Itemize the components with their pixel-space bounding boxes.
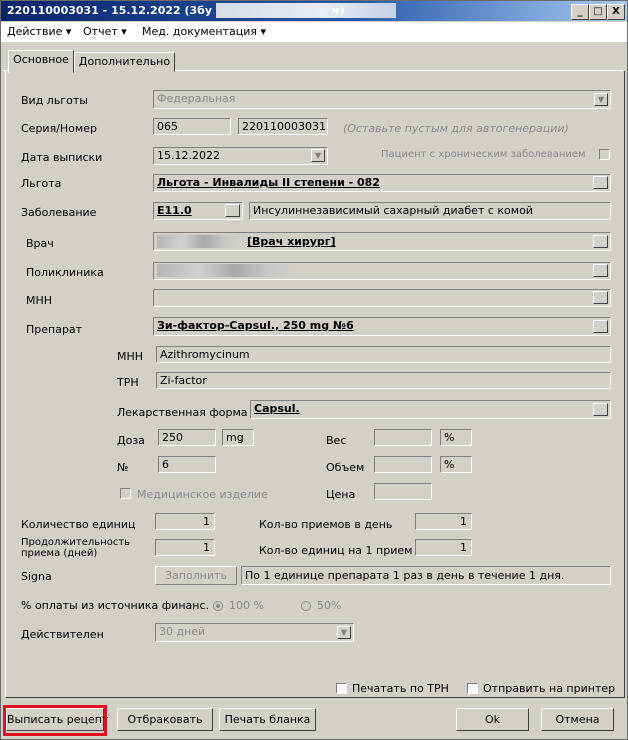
radio-100-percent[interactable]: [213, 601, 223, 611]
redacted-title-part: [216, 3, 396, 18]
label-poliklinika: Поликлиника: [26, 266, 104, 279]
radio-50-percent[interactable]: [301, 601, 311, 611]
zapolnit-button[interactable]: Заполнить: [155, 566, 237, 585]
preparat-field[interactable]: Зи-фактор-Capsul., 250 mg №6: [153, 317, 611, 336]
preparat-select-button[interactable]: [593, 320, 608, 333]
ves-unit: %: [440, 429, 472, 446]
kol-priem-input[interactable]: 1: [415, 513, 472, 530]
label-vrach: Врач: [26, 237, 54, 250]
chronic-checkbox[interactable]: [599, 149, 610, 160]
label-zabolevanie: Заболевание: [21, 206, 97, 219]
autogenerate-hint: (Оставьте пустым для автогенерации): [343, 122, 569, 135]
nomer-input[interactable]: 220110003031: [238, 118, 328, 135]
close-button[interactable]: X: [607, 4, 625, 20]
label-num: №: [117, 461, 129, 474]
lek-forma-field[interactable]: Capsul.: [250, 400, 611, 419]
cena-input[interactable]: [374, 483, 432, 500]
diagnosis-name-field: Инсулиннезависимый сахарный диабет с комой: [249, 202, 611, 220]
vrach-role: [Врач хирург]: [247, 235, 336, 248]
label-kol-priem: Кол-во приемов в день: [259, 518, 393, 531]
highlight-frame: [3, 705, 107, 736]
label-vid-lgoty: Вид льготы: [21, 94, 88, 107]
vypisat-recept-button[interactable]: Выписать рецепт: [6, 708, 104, 731]
ok-button[interactable]: Ok: [456, 708, 529, 731]
pechat-blanka-button[interactable]: Печать бланка: [219, 708, 316, 731]
label-trn: ТРН: [117, 376, 139, 389]
vid-lgoty-dropdown-icon[interactable]: ▼: [594, 93, 608, 106]
kol-ed-priem-input[interactable]: 1: [415, 539, 472, 556]
label-kol-ed: Количество единиц: [21, 518, 136, 531]
seriya-input[interactable]: 065: [153, 118, 231, 135]
label-cena: Цена: [326, 488, 356, 501]
menu-med-documentation[interactable]: Мед. документация ▾: [142, 25, 267, 38]
ves-input[interactable]: [374, 429, 432, 446]
trn-value: Zi-factor: [156, 372, 611, 389]
label-signa: Signa: [21, 570, 52, 583]
num-input[interactable]: 6: [158, 456, 216, 473]
prodolzhitelnost-input[interactable]: 1: [155, 539, 215, 556]
label-oplata: % оплаты из источника финанс.: [21, 599, 210, 612]
label-mnn: МНН: [26, 294, 53, 307]
title-bar[interactable]: [1, 1, 627, 21]
label-mnn-detail: МНН: [117, 350, 144, 363]
menu-bar: [1, 22, 627, 42]
otbrakovat-button[interactable]: Отбраковать: [117, 708, 213, 731]
redacted-clinic-name: [157, 264, 297, 277]
med-izdelie-label: Медицинское изделие: [137, 488, 268, 501]
obem-input[interactable]: [374, 456, 432, 473]
label-ves: Вес: [326, 434, 347, 447]
mnn-select-button[interactable]: [593, 291, 608, 304]
label-kol-ed-priem: Кол-во единиц на 1 прием: [259, 544, 413, 557]
radio-50-label: 50%: [317, 599, 342, 612]
kol-ed-input[interactable]: 1: [155, 513, 215, 530]
poliklinika-select-button[interactable]: [593, 264, 608, 277]
diagnosis-code-field[interactable]: E11.0: [153, 202, 243, 220]
label-prodolzhitelnost: Продолжительность приема (дней): [21, 537, 131, 559]
maximize-button[interactable]: □: [589, 4, 607, 20]
diagnosis-select-button[interactable]: [225, 204, 240, 217]
minimize-button[interactable]: _: [571, 4, 589, 20]
label-lek-forma: Лекарственная форма: [117, 406, 248, 419]
lgota-field[interactable]: Льгота - Инвалиды II степени - 082: [153, 174, 611, 192]
mnn-value: Azithromycinum: [156, 346, 611, 363]
otmena-button[interactable]: Отмена: [541, 708, 614, 731]
obem-unit: %: [440, 456, 472, 473]
label-deistvitelen: Действителен: [21, 628, 104, 641]
vrach-select-button[interactable]: [593, 235, 608, 248]
lgota-select-button[interactable]: [593, 176, 608, 189]
radio-100-label: 100 %: [229, 599, 264, 612]
label-preparat: Препарат: [26, 323, 83, 336]
menu-otchet[interactable]: Отчет ▾: [83, 25, 127, 38]
mnn-select-field[interactable]: [153, 289, 611, 307]
lek-forma-select-button[interactable]: [593, 403, 608, 416]
tab-osnovnoe[interactable]: Основное: [8, 50, 74, 73]
med-izdelie-checkbox[interactable]: [120, 488, 131, 499]
label-lgota: Льгота: [21, 177, 62, 190]
doza-unit: mg: [222, 429, 254, 446]
send-printer-label: Отправить на принтер: [483, 682, 616, 695]
label-seriya: Серия/Номер: [21, 122, 97, 135]
print-trn-label: Печатать по ТРН: [352, 682, 449, 695]
send-printer-checkbox[interactable]: [467, 683, 478, 694]
deistvitelen-select[interactable]: 30 дней: [155, 623, 354, 642]
signa-input[interactable]: По 1 единице препарата 1 раз в день в течение 1 дня.: [241, 566, 611, 585]
label-doza: Доза: [117, 434, 145, 447]
label-data-vypiski: Дата выписки: [21, 151, 103, 164]
deistvitelen-dropdown-icon[interactable]: ▼: [337, 626, 351, 639]
redacted-doctor-name: [157, 235, 242, 248]
chronic-label: Пациент с хроническим заболеванием: [381, 149, 586, 160]
doza-input[interactable]: 250: [158, 429, 216, 446]
calendar-dropdown-icon[interactable]: ▼: [311, 149, 325, 162]
label-obem: Объем: [326, 461, 365, 474]
menu-deistvie[interactable]: Действие ▾: [7, 25, 72, 38]
vid-lgoty-select[interactable]: Федеральная: [153, 90, 611, 109]
window-title: 220110003031 - 15.12.2022 (3бу: [7, 4, 213, 17]
data-vypiski-input[interactable]: 15.12.2022: [153, 147, 328, 165]
print-trn-checkbox[interactable]: [336, 683, 347, 694]
window-title-suffix: ч): [332, 4, 345, 17]
tab-dopolnitelno[interactable]: Дополнительно: [74, 52, 175, 72]
